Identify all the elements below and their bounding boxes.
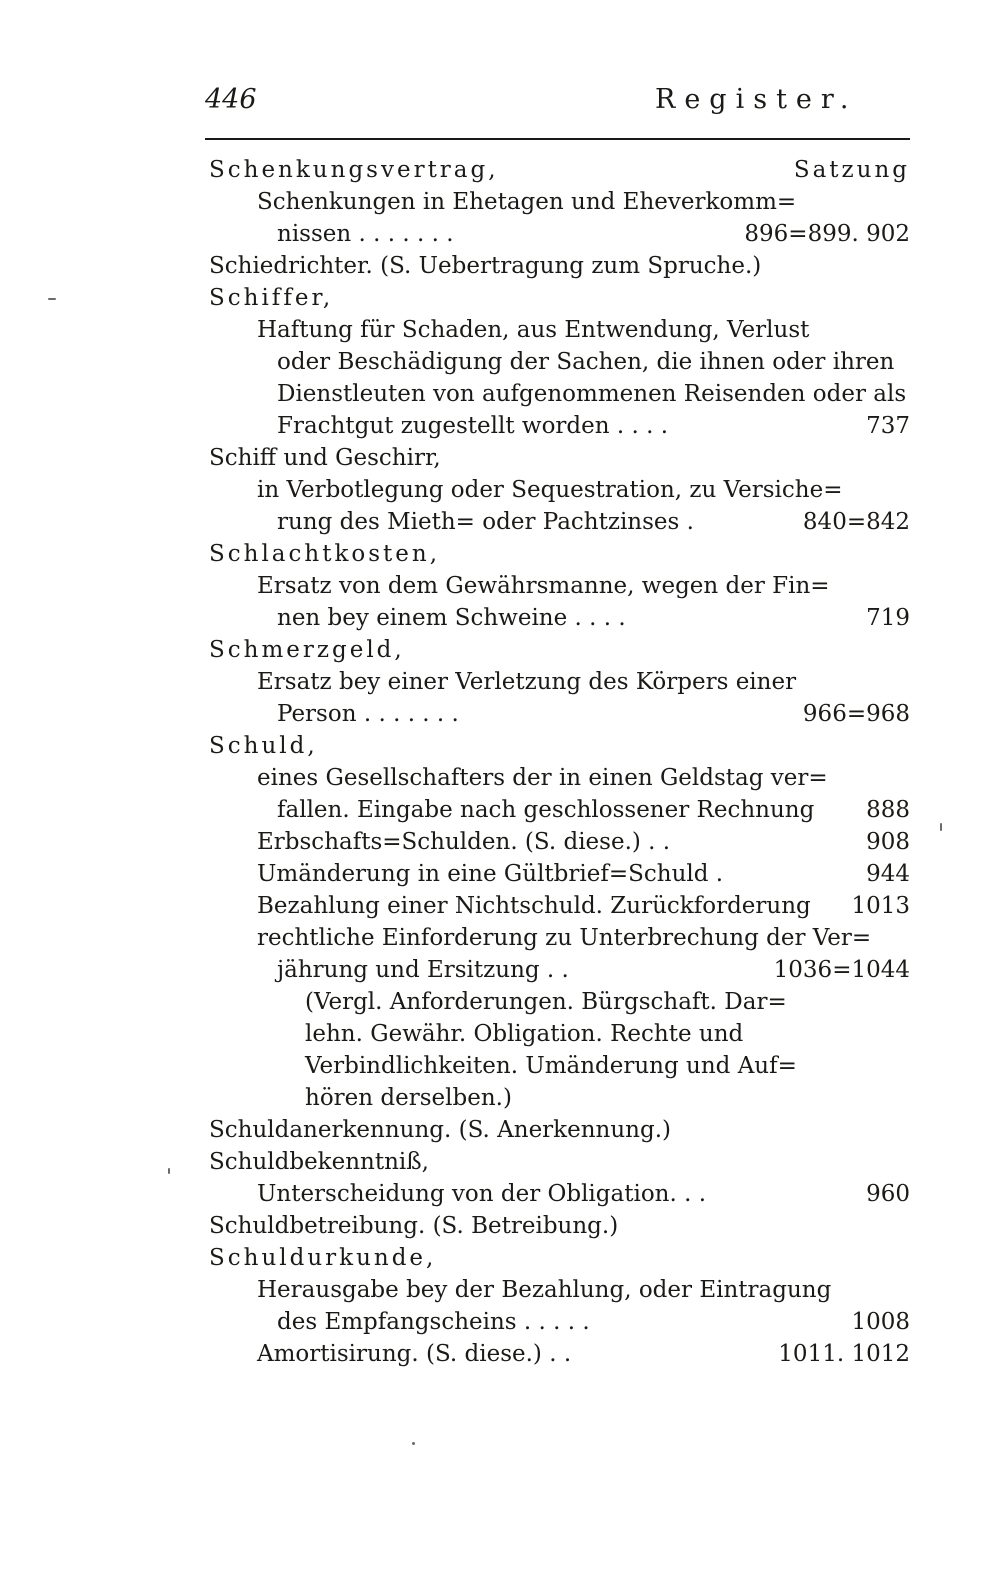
register-line bbox=[205, 666, 910, 698]
register-line bbox=[205, 570, 910, 602]
register-line bbox=[205, 698, 910, 730]
register-line bbox=[205, 410, 910, 442]
entry-text: Verbindlichkeiten. Umänderung und Auf= bbox=[305, 1053, 797, 1079]
entry-text: Schenkungsvertrag, bbox=[209, 157, 499, 183]
entry-text: Schiff und Geschirr, bbox=[209, 445, 441, 471]
register-line bbox=[205, 922, 910, 954]
register-line bbox=[205, 474, 910, 506]
register-line bbox=[205, 858, 910, 890]
page-reference: 719 bbox=[866, 605, 910, 631]
page-header bbox=[205, 84, 910, 124]
register-line bbox=[205, 282, 910, 314]
entry-text: jährung und Ersitzung . . bbox=[277, 957, 569, 983]
margin-speck bbox=[48, 298, 56, 300]
register-line bbox=[205, 1178, 910, 1210]
register-line bbox=[205, 1018, 910, 1050]
register-line bbox=[205, 314, 910, 346]
page-reference: 966=968 bbox=[802, 701, 910, 727]
page-reference: 960 bbox=[866, 1181, 910, 1207]
register-line bbox=[205, 442, 910, 474]
page-reference: 1013 bbox=[851, 893, 910, 919]
entry-text: Erbschafts=Schulden. (S. diese.) . . bbox=[257, 829, 671, 855]
margin-speck bbox=[412, 1442, 415, 1445]
register-line bbox=[205, 762, 910, 794]
entry-text: Schlachtkosten, bbox=[209, 541, 441, 567]
register-line bbox=[205, 602, 910, 634]
register-line bbox=[205, 378, 910, 410]
register-line bbox=[205, 1210, 910, 1242]
register-line bbox=[205, 1050, 910, 1082]
entry-text: Unterscheidung von der Obligation. . . bbox=[257, 1181, 707, 1207]
entry-text: Amortisirung. (S. diese.) . . bbox=[257, 1341, 572, 1367]
entry-text: fallen. Eingabe nach geschlossener Rechnung bbox=[277, 797, 815, 823]
register-line bbox=[205, 1242, 910, 1274]
entry-text: oder Beschädigung der Sachen, die ihnen oder ihren bbox=[277, 349, 895, 375]
register-line bbox=[205, 1082, 910, 1114]
page-reference: 944 bbox=[866, 861, 910, 887]
register-line bbox=[205, 506, 910, 538]
entry-text: Frachtgut zugestellt worden . . . . bbox=[277, 413, 669, 439]
entry-text: Schuld, bbox=[209, 733, 318, 759]
entry-text: Haftung für Schaden, aus Entwendung, Verlust bbox=[257, 317, 810, 343]
entry-text: Umänderung in eine Gültbrief=Schuld . bbox=[257, 861, 724, 887]
entry-text: Schmerzgeld, bbox=[209, 637, 405, 663]
register-line bbox=[205, 1274, 910, 1306]
entry-text: lehn. Gewähr. Obligation. Rechte und bbox=[305, 1021, 744, 1047]
running-title: Register. bbox=[655, 84, 858, 115]
entry-text: Ersatz von dem Gewährsmanne, wegen der Fin= bbox=[257, 573, 830, 599]
page-reference: Satzung bbox=[793, 157, 910, 183]
register-line bbox=[205, 634, 910, 666]
margin-speck bbox=[168, 1168, 170, 1174]
register-line bbox=[205, 218, 910, 250]
header-rule bbox=[205, 138, 910, 140]
register-line bbox=[205, 154, 910, 186]
entry-text: Schuldbekenntniß, bbox=[209, 1149, 429, 1175]
register-line bbox=[205, 794, 910, 826]
entry-text: Schuldbetreibung. (S. Betreibung.) bbox=[209, 1213, 619, 1239]
entry-text: Schenkungen in Ehetagen und Eheverkomm= bbox=[257, 189, 797, 215]
register-line bbox=[205, 1306, 910, 1338]
page-reference: 1036=1044 bbox=[773, 957, 910, 983]
entry-text: Bezahlung einer Nichtschuld. Zurückforderung bbox=[257, 893, 811, 919]
entry-text: rung des Mieth= oder Pachtzinses . bbox=[277, 509, 694, 535]
entry-text: Schuldurkunde, bbox=[209, 1245, 437, 1271]
entry-text: Dienstleuten von aufgenommenen Reisenden oder als bbox=[277, 381, 907, 407]
register-line bbox=[205, 730, 910, 762]
page-reference: 908 bbox=[866, 829, 910, 855]
entry-text: Person . . . . . . . bbox=[277, 701, 459, 727]
register-line bbox=[205, 346, 910, 378]
page-reference: 888 bbox=[866, 797, 910, 823]
entry-text: Ersatz bey einer Verletzung des Körpers einer bbox=[257, 669, 797, 695]
register-line bbox=[205, 1338, 910, 1370]
register-line bbox=[205, 250, 910, 282]
page-reference: 1011. 1012 bbox=[778, 1341, 910, 1367]
entry-text: Schuldanerkennung. (S. Anerkennung.) bbox=[209, 1117, 671, 1143]
register-line bbox=[205, 538, 910, 570]
register-line bbox=[205, 186, 910, 218]
entry-text: des Empfangscheins . . . . . bbox=[277, 1309, 590, 1335]
page-reference: 896=899. 902 bbox=[744, 221, 910, 247]
entry-text: Schiffer, bbox=[209, 285, 334, 311]
page-reference: 840=842 bbox=[802, 509, 910, 535]
register-line bbox=[205, 1114, 910, 1146]
entry-text: nissen . . . . . . . bbox=[277, 221, 454, 247]
entry-text: eines Gesellschafters der in einen Geldstag ver= bbox=[257, 765, 828, 791]
entry-text: rechtliche Einforderung zu Unterbrechung der Ver= bbox=[257, 925, 872, 951]
register-line bbox=[205, 826, 910, 858]
register-line bbox=[205, 890, 910, 922]
register-line bbox=[205, 1146, 910, 1178]
entry-text: Herausgabe bey der Bezahlung, oder Eintragung bbox=[257, 1277, 832, 1303]
register-line bbox=[205, 954, 910, 986]
register-entries bbox=[205, 154, 910, 1370]
page-number: 446 bbox=[205, 84, 257, 115]
entry-text: Schiedrichter. (S. Uebertragung zum Spruche.) bbox=[209, 253, 762, 279]
register-line bbox=[205, 986, 910, 1018]
page-reference: 1008 bbox=[851, 1309, 910, 1335]
entry-text: in Verbotlegung oder Sequestration, zu Versiche= bbox=[257, 477, 843, 503]
entry-text: nen bey einem Schweine . . . . bbox=[277, 605, 626, 631]
page-reference: 737 bbox=[866, 413, 910, 439]
entry-text: (Vergl. Anforderungen. Bürgschaft. Dar= bbox=[305, 989, 787, 1015]
entry-text: hören derselben.) bbox=[305, 1085, 512, 1111]
margin-speck bbox=[940, 823, 942, 831]
